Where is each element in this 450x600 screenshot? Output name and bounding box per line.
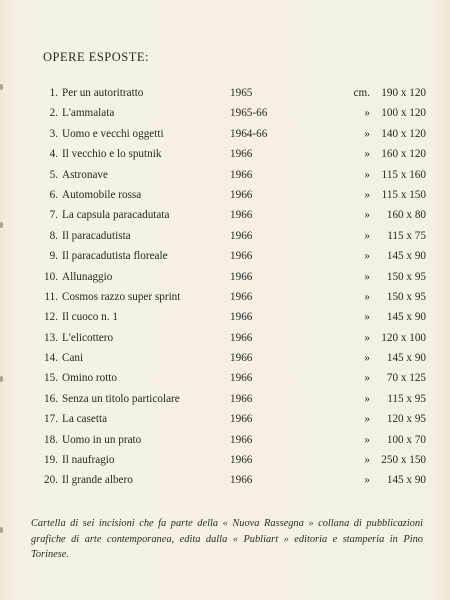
work-title: L'elicottero xyxy=(62,331,114,344)
work-number: 17. xyxy=(44,413,58,426)
work-dimensions: 100 x 70 xyxy=(386,433,426,446)
list-item xyxy=(0,328,450,348)
work-title: Il paracadutista floreale xyxy=(62,250,168,263)
work-number: 2. xyxy=(49,107,58,120)
work-number: 14. xyxy=(44,352,58,365)
list-item xyxy=(0,205,450,225)
list-item xyxy=(0,389,450,409)
work-dimensions: 145 x 90 xyxy=(386,474,426,487)
page-title: OPERE ESPOSTE: xyxy=(43,50,149,64)
work-dimensions: 70 x 125 xyxy=(386,372,426,385)
work-title: Il naufragio xyxy=(62,454,115,467)
work-title: Il cuoco n. 1 xyxy=(62,311,118,324)
work-title: Allunaggio xyxy=(62,270,113,283)
list-item xyxy=(0,165,450,185)
list-item xyxy=(0,124,450,144)
work-title: La capsula paracadutata xyxy=(62,209,170,222)
work-year: 1966 xyxy=(230,454,253,467)
list-item xyxy=(0,144,450,164)
work-dimensions: 115 x 160 xyxy=(381,168,426,181)
work-title: Il paracadutista xyxy=(62,229,131,242)
work-year: 1966 xyxy=(230,250,253,263)
work-dimensions: 150 x 95 xyxy=(386,290,426,303)
work-year: 1964-66 xyxy=(230,127,268,140)
work-dimension-unit: » xyxy=(364,270,370,283)
work-dimensions: 120 x 100 xyxy=(381,331,426,344)
work-dimension-unit: » xyxy=(364,331,370,344)
work-dimension-unit: » xyxy=(364,392,370,405)
work-title: Uomo in un prato xyxy=(62,433,142,446)
work-year: 1966 xyxy=(230,188,253,201)
work-dimensions: 145 x 90 xyxy=(386,311,426,324)
list-item xyxy=(0,409,450,429)
work-dimension-unit: » xyxy=(364,433,370,446)
work-year: 1966 xyxy=(230,209,253,222)
work-dimension-unit: » xyxy=(364,372,370,385)
work-dimensions: 145 x 90 xyxy=(386,352,426,365)
work-number: 13. xyxy=(44,331,58,344)
work-dimension-unit: » xyxy=(364,290,370,303)
list-item xyxy=(0,287,450,307)
work-number: 1. xyxy=(49,87,58,99)
list-item xyxy=(0,450,450,470)
work-dimension-unit: » xyxy=(364,148,370,161)
work-dimension-unit: » xyxy=(364,352,370,365)
work-dimensions: 160 x 120 xyxy=(381,148,426,161)
work-dimension-unit: » xyxy=(364,311,370,324)
work-dimensions: 120 x 95 xyxy=(386,413,426,426)
work-year: 1966 xyxy=(230,311,253,324)
work-number: 15. xyxy=(44,372,58,385)
work-title: Il vecchio e lo sputnik xyxy=(62,148,162,161)
work-year: 1966 xyxy=(230,352,253,365)
work-dimension-unit: » xyxy=(364,474,370,487)
work-dimensions: 190 x 120 xyxy=(381,87,426,99)
work-dimensions: 140 x 120 xyxy=(381,127,426,140)
work-year: 1966 xyxy=(230,372,253,385)
work-number: 4. xyxy=(49,148,58,161)
work-title: La casetta xyxy=(62,413,108,426)
caption-text: Cartella di sei incisioni che fa parte della « Nuova Rassegna » collana di pubblicazioni grafiche di arte contemporanea, edita dalla « Publiart » editoria e stamperia in Pino Torinese. xyxy=(31,518,423,560)
list-item xyxy=(0,368,450,388)
work-dimension-unit: » xyxy=(364,127,370,140)
work-number: 8. xyxy=(49,229,58,242)
work-year: 1966 xyxy=(230,148,253,161)
work-dimensions: 115 x 75 xyxy=(387,229,426,242)
work-title: Automobile rossa xyxy=(62,188,142,201)
work-dimension-unit: » xyxy=(364,229,370,242)
work-number: 11. xyxy=(44,290,58,303)
work-title: L'ammalata xyxy=(62,107,115,120)
work-title: Senza un titolo particolare xyxy=(62,392,180,405)
work-year: 1965-66 xyxy=(230,107,268,120)
work-dimensions: 250 x 150 xyxy=(381,454,426,467)
work-number: 9. xyxy=(49,250,58,263)
work-dimensions: 160 x 80 xyxy=(386,209,426,222)
work-year: 1965 xyxy=(230,87,253,99)
work-number: 10. xyxy=(44,270,58,283)
list-item xyxy=(0,103,450,123)
work-number: 16. xyxy=(44,392,58,405)
binding-hole-mark xyxy=(0,527,3,533)
work-number: 12. xyxy=(44,311,58,324)
list-item xyxy=(0,246,450,266)
work-dimension-unit: » xyxy=(364,250,370,263)
list-item xyxy=(0,307,450,327)
work-number: 20. xyxy=(44,474,58,487)
work-dimensions: 145 x 90 xyxy=(386,250,426,263)
work-year: 1966 xyxy=(230,270,253,283)
work-year: 1966 xyxy=(230,168,253,181)
work-number: 3. xyxy=(49,127,58,140)
list-item xyxy=(0,267,450,287)
work-year: 1966 xyxy=(230,290,253,303)
work-title: Cosmos razzo super sprint xyxy=(62,290,181,303)
list-item xyxy=(0,430,450,450)
work-dimension-unit: » xyxy=(364,454,370,467)
work-year: 1966 xyxy=(230,229,253,242)
work-number: 6. xyxy=(49,188,58,201)
work-dimension-unit: » xyxy=(364,413,370,426)
work-title: Omino rotto xyxy=(62,372,118,385)
work-year: 1966 xyxy=(230,392,253,405)
work-dimension-unit: » xyxy=(364,188,370,201)
work-dimension-unit: » xyxy=(364,168,370,181)
work-year: 1966 xyxy=(230,413,253,426)
work-dimension-unit: » xyxy=(364,209,370,222)
work-title: Uomo e vecchi oggetti xyxy=(62,127,164,140)
work-title: Cani xyxy=(62,352,84,365)
list-item xyxy=(0,226,450,246)
work-dimensions: 150 x 95 xyxy=(386,270,426,283)
list-item xyxy=(0,348,450,368)
work-number: 19. xyxy=(44,454,58,467)
work-year: 1966 xyxy=(230,474,253,487)
work-title: Per un autoritratto xyxy=(62,87,144,99)
work-title: Astronave xyxy=(62,168,108,181)
work-dimensions: 100 x 120 xyxy=(381,107,426,120)
work-dimensions: 115 x 150 xyxy=(381,188,426,201)
work-year: 1966 xyxy=(230,433,253,446)
work-number: 5. xyxy=(49,168,58,181)
works-list xyxy=(0,83,450,491)
list-item xyxy=(0,83,450,103)
work-year: 1966 xyxy=(230,331,253,344)
work-dimension-unit: cm. xyxy=(353,87,370,99)
work-dimension-unit: » xyxy=(364,107,370,120)
list-item xyxy=(0,470,450,490)
work-dimensions: 115 x 95 xyxy=(387,392,426,405)
list-item xyxy=(0,185,450,205)
work-number: 7. xyxy=(49,209,58,222)
work-number: 18. xyxy=(44,433,58,446)
work-title: Il grande albero xyxy=(62,474,133,487)
